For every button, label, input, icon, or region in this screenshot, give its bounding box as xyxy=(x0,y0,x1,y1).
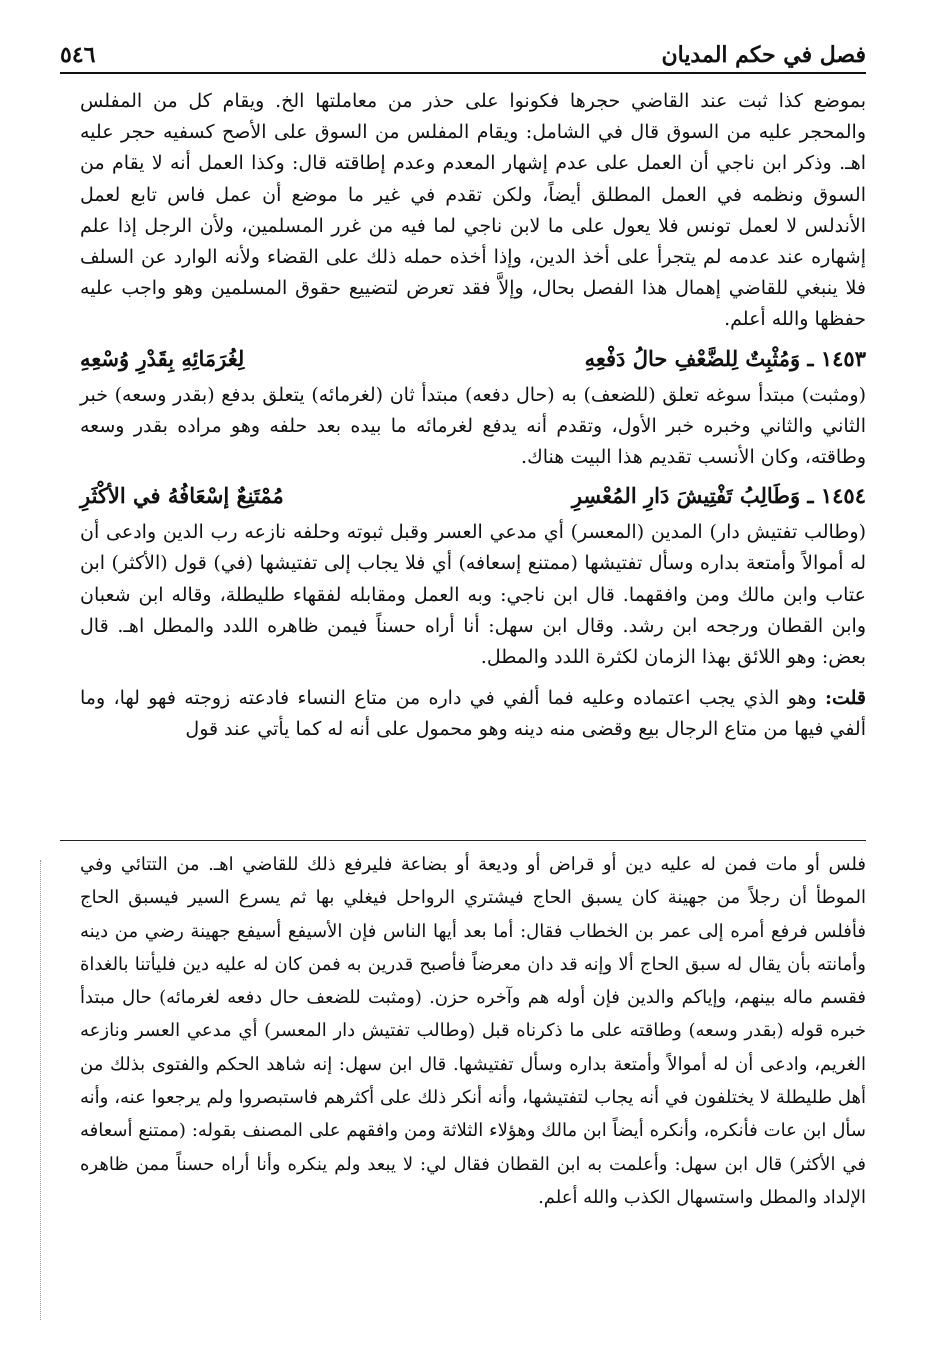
verse-1454 xyxy=(80,477,866,515)
commentary-1454: (وطالب تفتيش دار) المدين (المعسر) أي مدعي العسر وقبل ثبوته وحلفه نازعه رب الدين وادعى أن له أموالاً وأمتعة بداره وسأل تفتيشها (ممتنع إسعافه) أي فلا يجاب إلى تفتيشها (في) قول (الأكثر) ابن عتاب وابن مالك ومن وافقهما. قال ابن ناجي: وبه العمل ومقابله لفقهاء طليطلة، وقاله ابن شعبان وابن القطان ورجحه ابن رشد. وقال ابن سهل: أنا أراه حسناً فيمن ظاهره اللدد والمطل اهـ. قال بعض: وهو اللائق بهذا الزمان لكثرة اللدد والمطل. xyxy=(80,521,866,669)
verse-1453-first-hemistich: ١٤٥٣ ـ وَمُثْبِتٌ لِلضَّعْفِ حالُ دَفْعِهِ xyxy=(584,345,866,371)
footnote-text: فلس أو مات فمن له عليه دين أو قراض أو وديعة أو بضاعة فليرفع ذلك للقاضي اهـ. من التتائي وفي الموطأ أن رجلاً من جهينة كان يسبق الحاج فيشتري الرواحل فيغلي بها ثم يسرع السير فيسبق الحاج فأفلس فرفع أمره إلى عمر بن الخطاب فقال: أما بعد أيها الناس فإن الأسيفع أسيفع جهينة رضي من دينه وأمانته بأن يقال له سبق الحاج ألا وإنه قد دان معرضاً فأصبح قدرين به فمن كان له عليه دين فليأتنا بالغداة فقسم ماله بينهم، وإياكم والدين فإن أوله هم وآخره حزن. (ومثبت للضعف حال دفعه لغرمائه) حال مبتدأ خبره قوله (بقدر وسعه) وطاقته على ما ذكرناه قبل (وطالب تفتيش دار المعسر) أي مدعي العسر ونازعه الغريم، وادعى أن له أموالاً وأمتعة بداره وسأل تفتيشها. قال ابن سهل: إنه شاهد الحكم والفتوى بذلك من أهل طليطلة لا يختلفون في أنه يجاب لتفتيشها، وأنه أنكر ذلك على أكثرهم فاستبصروا ولم يرجعوا عنه، وأنه سأل ابن عات فأنكره، وأنكره أيضاً ابن مالك وهؤلاء الثلاثة ومن وافقهم على المصنف بقوله: (ممتنع أسعافه في الأكثر) قال ابن سهل: وأعلمت به ابن القطان فقال لي: لا يبعد ولم ينكره وأنا أراه حسناً ممن ظاهره الإلداد والمطل واستسهال الكذب والله أعلم. xyxy=(80,854,866,1208)
qultu-paragraph xyxy=(80,683,866,745)
scan-edge-line xyxy=(40,860,41,1320)
verse-1454-first-hemistich: ١٤٥٤ ـ وَطَالِبُ تَفْتِيشَ دَارِ المُعْسِرِ xyxy=(571,483,866,509)
paragraph-1: بموضع كذا ثبت عند القاضي حجرها فكونوا على حذر من معاملتها الخ. ويقام كل من المفلس والمحجر عليه من السوق قال في الشامل: ويقام المفلس من السوق على الأصح كسفيه حجر عليه اهـ. وذكر ابن ناجي أن العمل على عدم إشهار المعدم وعدم إطاقته قال: وكذا العمل أنه لا يقام من السوق ونظمه في العمل المطلق أيضاً، ولكن تقدم في غير ما موضع أن عمل فاس تابع لعمل الأندلس لا لعمل تونس فلا يعول على ما لابن ناجي لما فيه من غرر المسلمين، ولأن الرجل إذا علم إشهاره عند عدمه لم يتجرأ على أخذ الدين، وإذا أخذه حمله ذلك على القضاء ولأنه الوارد عن السلف فلا ينبغي للقاضي إهمال هذا الفصل بحال، وإلاَّ فقد تعرض لتضييع حقوق المسلمين وهو واجب عليه حفظها والله أعلم. xyxy=(80,90,866,331)
main-text xyxy=(80,86,866,746)
qultu-text: وهو الذي يجب اعتماده وعليه فما ألفي في داره من متاع النساء فادعته زوجته فهو لها، وما ألفي فيها من متاع الرجال بيع وقضى منه دينه وهو محمول على أنه له كما يأتي عند قول xyxy=(80,687,866,741)
verse-1453-second-hemistich: لِغُرَمَائِهِ بِقَدْرِ وُسْعِهِ xyxy=(80,345,245,371)
verse-1453 xyxy=(80,340,866,378)
verse-1454-second-hemistich: مُمْتَنِعٌ إسْعَافُهُ في الأكْثَرِ xyxy=(80,483,284,509)
paragraph-gap xyxy=(80,673,866,683)
commentary-1453: (ومثبت) مبتدأ سوغه تعلق (للضعف) به (حال دفعه) مبتدأ ثان (لغرمائه) يتعلق بدفع (بقدر وسعه) خبر الثاني والثاني وخبره خبر الأول، وتقدم أنه يدفع لغرمائه ما بيده بعد حلفه وهو مراده بقدر وسعه وطاقته، وكان الأنسب تقديم هذا البيت هناك. xyxy=(80,383,866,469)
running-title: فصل في حكم المديان xyxy=(661,42,866,68)
page-header xyxy=(60,28,866,74)
footnotes xyxy=(80,848,866,1214)
qultu-label: قلت: xyxy=(824,687,866,710)
footnote-divider xyxy=(60,840,866,841)
page-number: ٥٤٦ xyxy=(60,42,96,68)
